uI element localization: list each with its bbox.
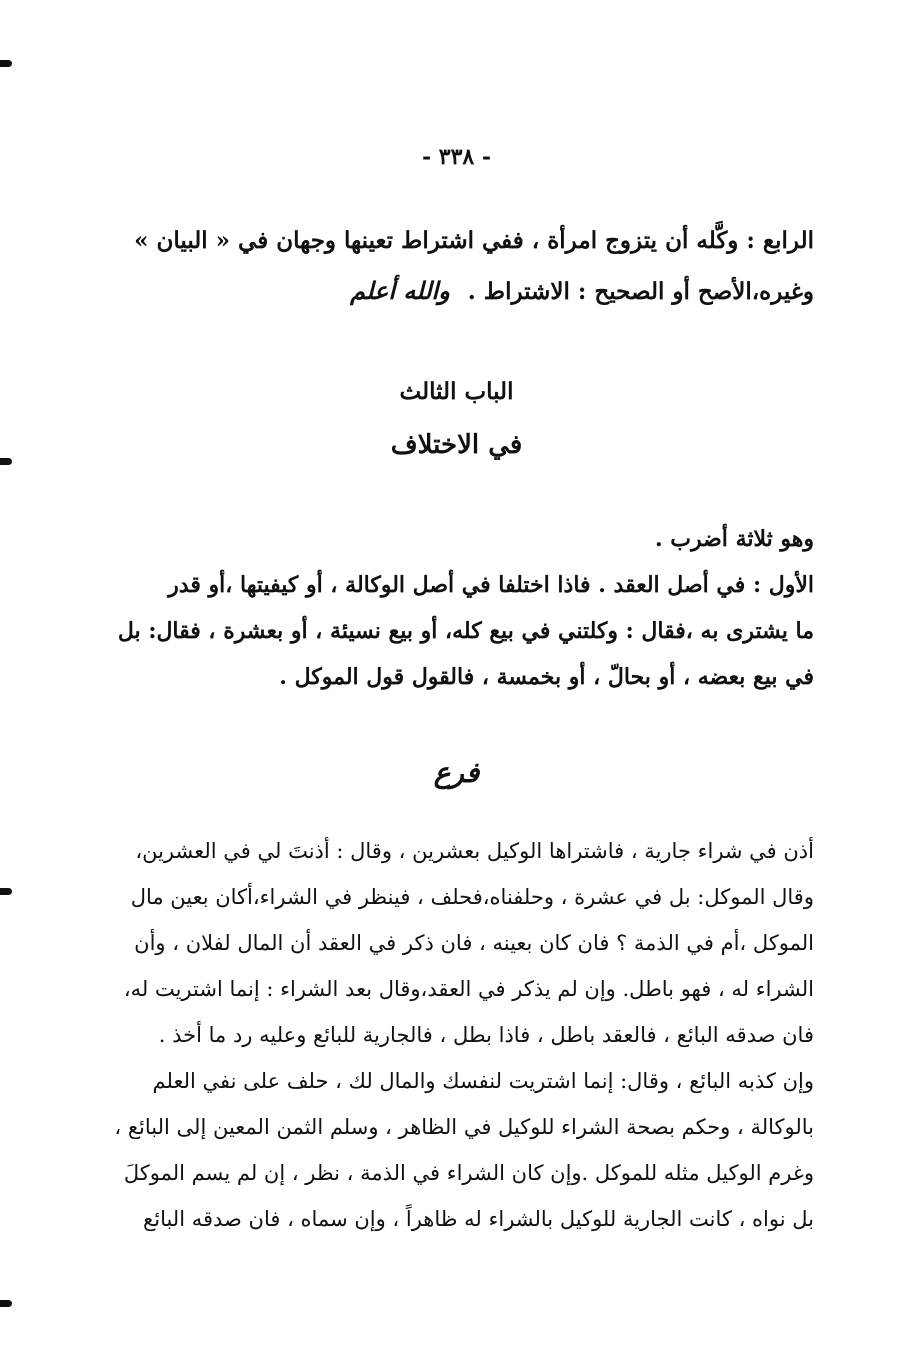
chapter-title: الباب الثالث <box>399 378 514 405</box>
text-line: الرابع : وكَّله أن يتزوج امرأة ، ففي اشتراط تعينها وجهان في « البيان » <box>134 227 814 254</box>
text-line: وقال الموكل: بل في عشرة ، وحلفناه،فحلف ، فينظر في الشراء،أكان بعين مال <box>130 885 814 909</box>
text-line: وغرم الوكيل مثله للموكل .وإن كان الشراء في الذمة ، نظر ، إن لم يسم الموكلَ <box>123 1161 814 1185</box>
scan-edge-mark <box>0 1300 12 1307</box>
text-line: الموكل ،أم في الذمة ؟ فان كان بعينه ، فان ذكر في العقد أن المال لفلان ، وأن <box>134 931 814 955</box>
text-line: وإن كذبه البائع ، وقال: إنما اشتريت لنفسك والمال لك ، حلف على نفي العلم <box>152 1069 814 1093</box>
text-line-content: وغيره،الأصح أو الصحيح : الاشتراط . <box>467 278 814 305</box>
text-line: أذن في شراء جارية ، فاشتراها الوكيل بعشرين ، وقال : أذنتَ لي في العشرين، <box>135 839 814 863</box>
text-line: في بيع بعضه ، أو بحالّ ، أو بخمسة ، فالقول قول الموكل . <box>279 664 814 690</box>
text-line <box>78 266 814 317</box>
scan-edge-mark <box>0 888 12 895</box>
first-label: الأول : <box>752 572 814 598</box>
text-line: ما يشترى به ،فقال : وكلتني في بيع كله، أو بيع نسيئة ، أو بعشرة ، فقال: بل <box>117 618 814 644</box>
intro-line: وهو ثلاثة أضرب . <box>654 526 814 552</box>
text-line <box>78 562 814 608</box>
branch-paragraph <box>78 828 814 1242</box>
page-number: - ٣٣٨ - <box>421 144 492 170</box>
text-line: الشراء له ، فهو باطل. وإن لم يذكر في العقد،وقال بعد الشراء : إنما اشتريت له، <box>123 977 814 1001</box>
disagreement-paragraph <box>78 516 814 700</box>
branch-title: فرع <box>433 756 480 789</box>
section-four-paragraph <box>78 216 814 317</box>
chapter-subtitle: في الاختلاف <box>390 430 523 460</box>
scan-edge-mark <box>0 60 12 67</box>
closing-phrase: والله أعلم <box>350 276 450 305</box>
text-line: بالوكالة ، وحكم بصحة الشراء للوكيل في الظاهر ، وسلم الثمن المعين إلى البائع ، <box>114 1115 814 1139</box>
text-line-content: في أصل العقد . فاذا اختلفا في أصل الوكالة ، أو كيفيتها ،أو قدر <box>168 572 746 598</box>
text-line: فان صدقه البائع ، فالعقد باطل ، فاذا بطل ، فالجارية للبائع وعليه رد ما أخذ . <box>158 1023 814 1047</box>
text-line: بل نواه ، كانت الجارية للوكيل بالشراء له ظاهراً ، وإن سماه ، فان صدقه البائع <box>143 1207 814 1231</box>
